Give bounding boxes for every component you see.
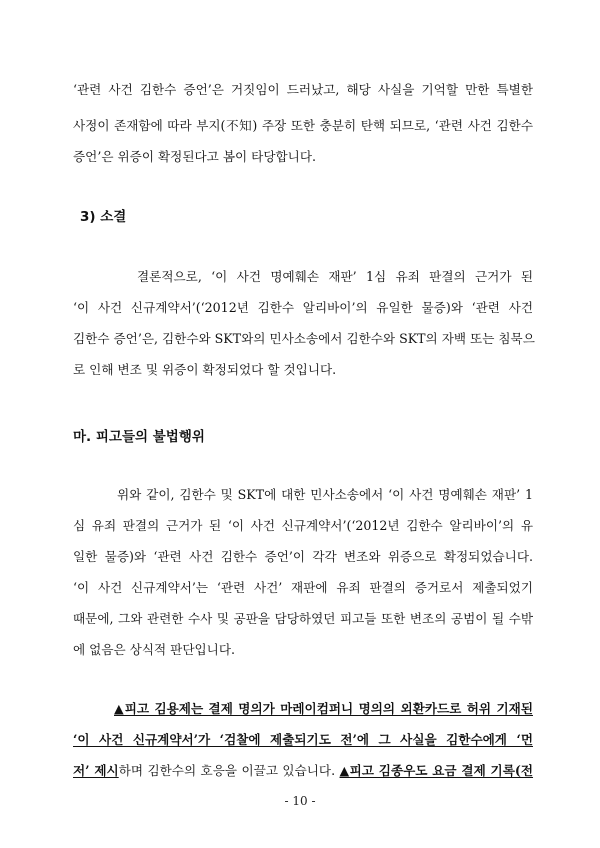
paragraph-3-line-1: 위와 같이, 김한수 및 SKT에 대한 민사소송에서 ‘이 사건 명예훼손 재판’ 1 bbox=[117, 487, 533, 502]
emphasis-first-presented: 저’ 제시 bbox=[73, 763, 119, 778]
paragraph-2-line-4: 로 인해 변조 및 위증이 확정되었다 할 것입니다. bbox=[73, 362, 337, 377]
section-heading-illegal-acts: 마. 피고들의 불법행위 bbox=[73, 429, 205, 445]
paragraph-3-line-5: 때문에, 그와 관련한 수사 및 공판을 담당하였던 피고들 또한 변조의 공범이 될 수밖 bbox=[73, 611, 533, 626]
paragraph-2-line-2: ‘이 사건 신규계약서’(‘2012년 김한수 알리바이’의 유일한 물증)와 ‘관련 사건 bbox=[73, 300, 533, 315]
paragraph-1-line-3: 증언’은 위증이 확정된다고 봄이 타당합니다. bbox=[73, 149, 316, 164]
paragraph-4-line-1: ▲피고 김용제는 결제 명의가 마레이컴퍼니 명의의 외환카드로 허위 기재된 bbox=[114, 701, 533, 716]
plain-text-segment: 하며 김한수의 호응을 이끌고 있습니다. bbox=[118, 763, 340, 778]
paragraph-1-line-1: ‘관련 사건 김한수 증언’은 거짓임이 드러났고, 해당 사실을 기억할 만한 특별한 bbox=[73, 82, 533, 97]
paragraph-4-line-2: ‘이 사건 신규계약서’가 ‘검찰에 제출되기도 전’에 그 사실을 김한수에게 ‘먼 bbox=[73, 732, 533, 747]
paragraph-2-line-1: 결론적으로, ‘이 사건 명예훼손 재판’ 1심 유죄 판결의 근거가 된 bbox=[137, 269, 533, 284]
paragraph-3-line-4: ‘이 사건 신규계약서’는 ‘관련 사건’ 재판에 유죄 판결의 증거로서 제출되었기 bbox=[73, 580, 533, 595]
paragraph-4-line-3 bbox=[73, 762, 533, 780]
paragraph-3-line-2: 심 유죄 판결의 근거가 된 ‘이 사건 신규계약서’(‘2012년 김한수 알리바이’의 유 bbox=[73, 518, 533, 533]
emphasis-defendant-kim-jongwoo: ▲피고 김종우도 요금 결제 기록(전 bbox=[339, 763, 534, 778]
paragraph-1-line-2: 사정이 존재함에 따라 부지(不知) 주장 또한 충분히 탄핵 되므로, ‘관련 사건 김한수 bbox=[73, 118, 533, 133]
paragraph-3-line-3: 일한 물증)와 ‘관련 사건 김한수 증언’이 각각 변조와 위증으로 확정되었습니다. bbox=[73, 549, 533, 564]
paragraph-2-line-3: 김한수 증언’은, 김한수와 SKT와의 민사소송에서 김한수와 SKT의 자백 또는 침묵으 bbox=[73, 331, 535, 346]
page-number: - 10 - bbox=[284, 794, 316, 808]
paragraph-3-line-6: 에 없음은 상식적 판단입니다. bbox=[73, 642, 235, 657]
section-heading-conclusion: 3) 소결 bbox=[80, 209, 127, 225]
